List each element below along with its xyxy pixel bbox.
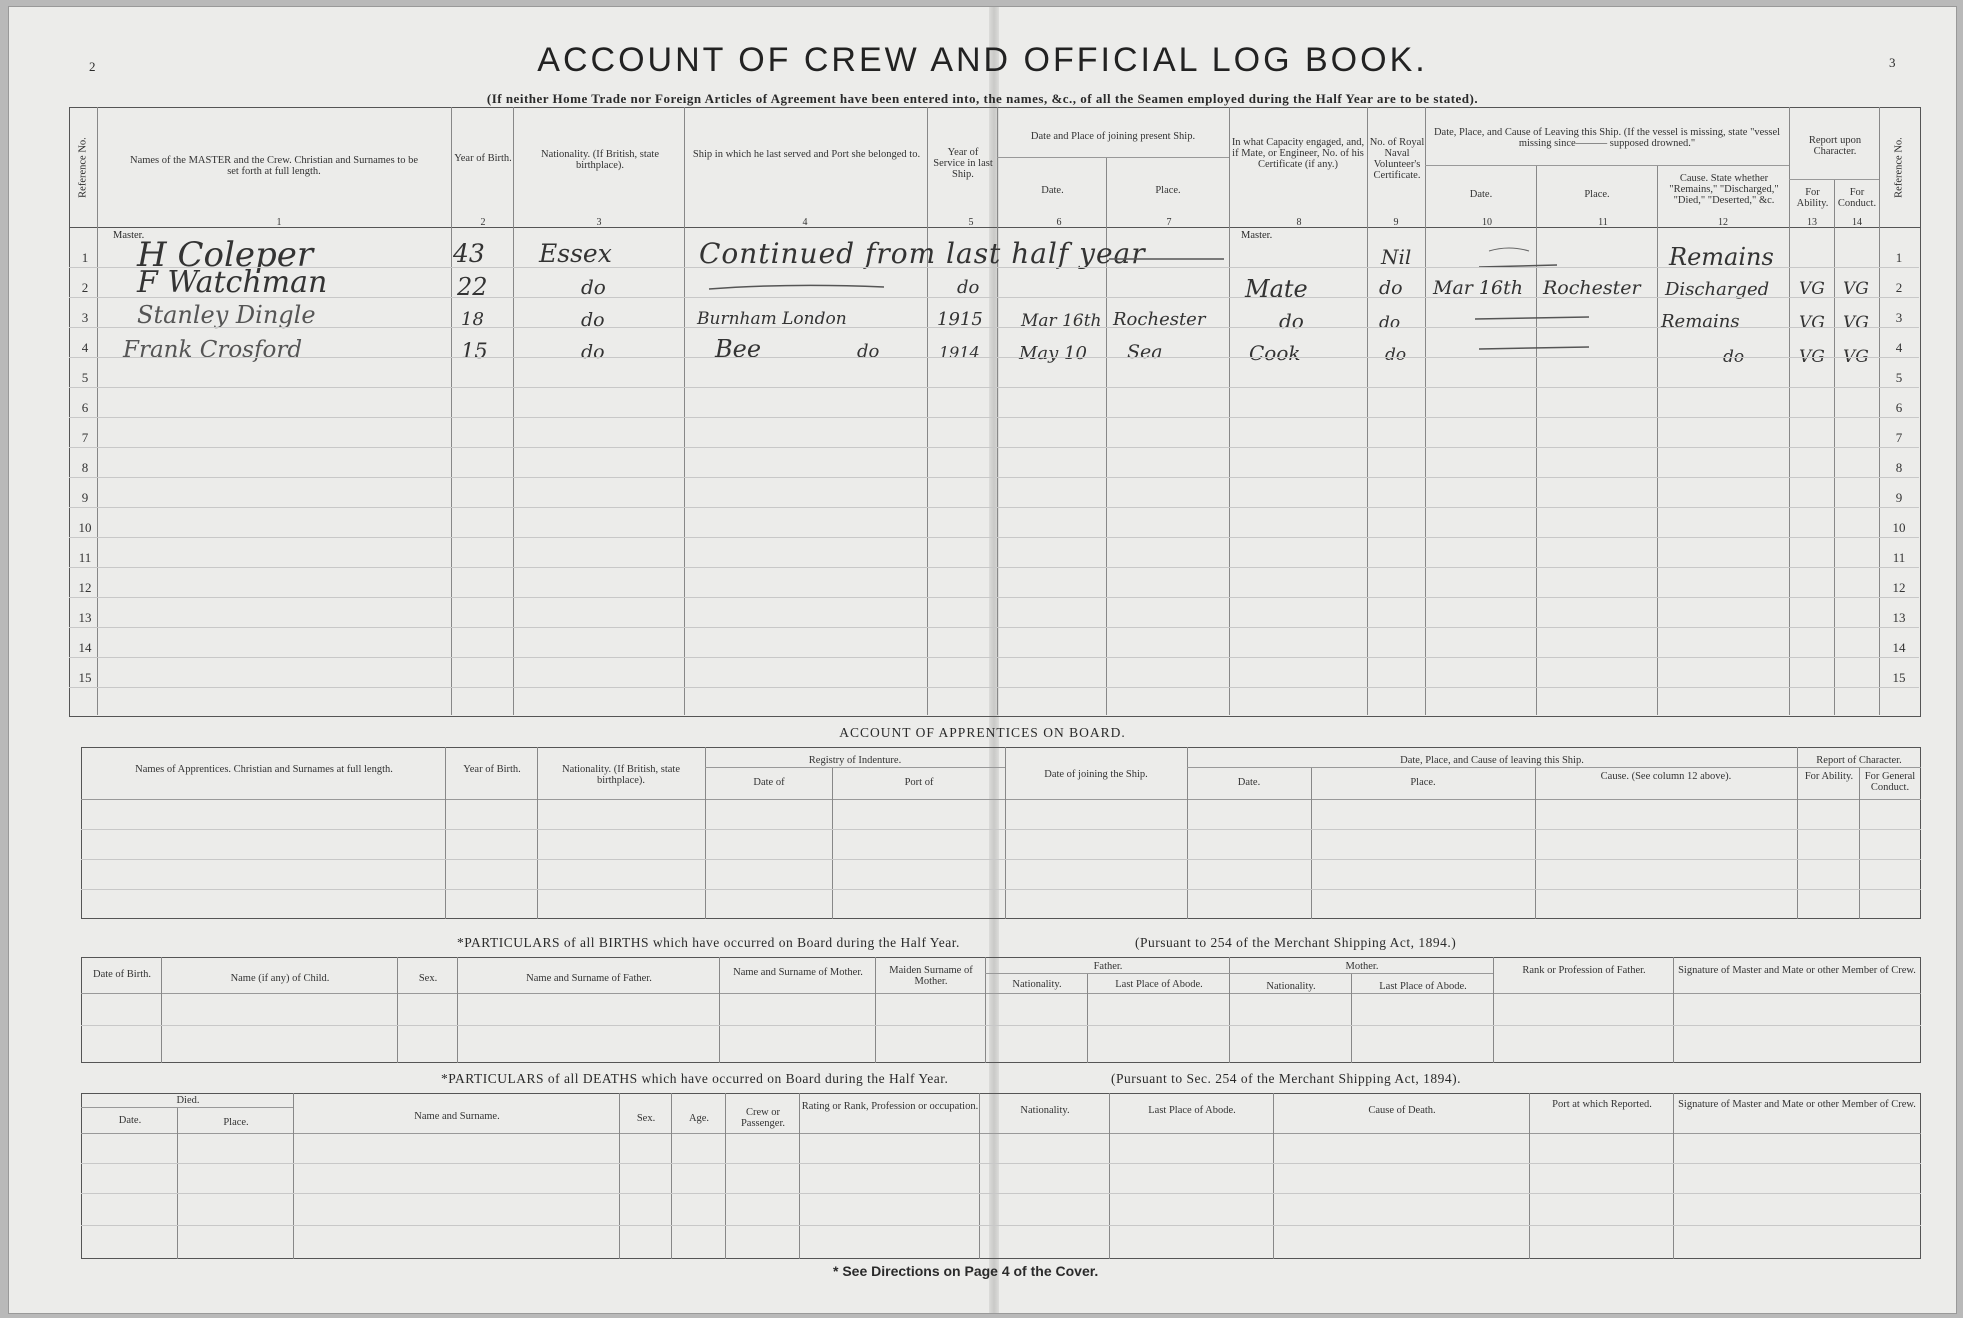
crew-header-leave-date: Date. xyxy=(1469,189,1493,200)
reference-number-right: 10 xyxy=(1892,520,1906,535)
reference-number-right: 12 xyxy=(1892,580,1906,595)
crew-capacity: Cook xyxy=(1249,341,1301,365)
crew-name: H Coleper xyxy=(137,235,314,275)
death-header-name: Name and Surname. xyxy=(414,1111,500,1122)
crew-join-date: Mar 16th xyxy=(1021,311,1102,331)
reference-number-left: 11 xyxy=(78,550,92,565)
col-number: 1 xyxy=(276,217,282,228)
crew-row-rule xyxy=(69,387,1919,388)
reference-number-left: 10 xyxy=(78,520,92,535)
crew-row-rule xyxy=(69,447,1919,448)
apprentice-header-year: Year of Birth. xyxy=(463,764,521,775)
crew-row-rule xyxy=(69,477,1919,478)
crew-header-capacity: In what Capacity engaged, and, if Mate, or Engineer, No. of his Certificate (if any.) xyxy=(1231,137,1365,170)
crew-row-rule xyxy=(69,687,1919,688)
crew-header-year: Year of Birth. xyxy=(454,153,512,164)
crew-join-place: Rochester xyxy=(1113,309,1206,330)
apprentice-header-cause: Cause. (See column 12 above). xyxy=(1600,771,1732,782)
crew-ability: VG xyxy=(1799,347,1825,367)
death-header-port: Port at which Reported. xyxy=(1552,1099,1652,1110)
crew-cause: Remains xyxy=(1661,311,1740,332)
reference-number-left: 9 xyxy=(81,490,89,505)
crew-row-rule xyxy=(69,357,1919,358)
reference-number-right: 9 xyxy=(1895,490,1903,505)
reference-number-left: 15 xyxy=(78,670,92,685)
crew-join-place: Sea xyxy=(1127,341,1163,363)
crew-conduct: VG xyxy=(1843,313,1869,333)
crew-ship-port: do xyxy=(857,341,880,362)
crew-service: 1915 xyxy=(937,309,983,330)
apprentice-header-port-of: Port of xyxy=(904,777,934,788)
reference-number-left: 7 xyxy=(81,430,89,445)
crew-header-report: Report upon Character. xyxy=(1808,135,1862,157)
death-header-rating: Rating or Rank, Profession or occupation. xyxy=(801,1101,979,1112)
birth-header-mother-abode: Last Place of Abode. xyxy=(1379,981,1467,992)
deaths-title: *PARTICULARS of all DEATHS which have occurred on Board during the Half Year. xyxy=(441,1071,949,1086)
crew-year: 18 xyxy=(461,309,484,330)
col-number: 9 xyxy=(1393,217,1399,228)
reference-number-left: 4 xyxy=(81,340,89,355)
births-pursuant: (Pursuant to 254 of the Merchant Shipping Act, 1894.) xyxy=(1135,935,1457,950)
birth-header-father-abode: Last Place of Abode. xyxy=(1115,979,1203,990)
birth-header-father-group: Father. xyxy=(1093,961,1123,972)
crew-header-cause: Cause. State whether "Remains," "Discharged," "Died," "Deserted," &c. xyxy=(1669,173,1779,206)
table-row-rule xyxy=(81,1163,1921,1164)
apprentice-header-general: For General Conduct. xyxy=(1864,771,1916,793)
crew-year: 43 xyxy=(453,239,485,268)
reference-number-left: 13 xyxy=(78,610,92,625)
table-row-rule xyxy=(81,859,1921,860)
death-header-nationality: Nationality. xyxy=(1020,1105,1070,1116)
reference-number-left: 3 xyxy=(81,310,89,325)
crew-header-ref-right: Reference No. xyxy=(1893,137,1905,198)
reference-number-right: 4 xyxy=(1895,340,1903,355)
death-header-crew: Crew or Passenger. xyxy=(740,1107,786,1129)
crew-row-rule xyxy=(69,627,1919,628)
crew-row-rule xyxy=(69,297,1919,298)
log-book-sheet xyxy=(8,6,1957,1314)
apprentice-header-leaving: Date, Place, and Cause of leaving this Ship. xyxy=(1400,755,1584,766)
left-page-number: 2 xyxy=(89,59,96,74)
crew-ship: Bee xyxy=(715,335,762,363)
reference-number-right: 13 xyxy=(1892,610,1906,625)
apprentice-header-date: Date. xyxy=(1237,777,1261,788)
crew-nationality: do xyxy=(581,275,606,299)
crew-header-rnv: No. of Royal Naval Volunteer's Certificate. xyxy=(1369,137,1425,181)
death-header-date: Date. xyxy=(118,1115,142,1126)
crew-ability: VG xyxy=(1799,279,1825,299)
death-header-signature: Signature of Master and Mate or other Member of Crew. xyxy=(1678,1099,1916,1110)
crew-name: Stanley Dingle xyxy=(137,301,316,329)
birth-header-father: Name and Surname of Father. xyxy=(526,973,652,984)
col-number: 8 xyxy=(1296,217,1302,228)
crew-header-name: Names of the MASTER and the Crew. Christian and Surnames to be set forth at full length. xyxy=(129,155,419,177)
birth-header-father-nationality: Nationality. xyxy=(1012,979,1062,990)
crew-header-join-date: Date. xyxy=(1041,185,1064,196)
reference-number-right: 14 xyxy=(1892,640,1906,655)
col-number: 6 xyxy=(1056,217,1062,228)
crew-capacity: do xyxy=(1279,309,1304,333)
birth-header-child: Name (if any) of Child. xyxy=(230,973,330,984)
crew-row-rule xyxy=(69,507,1919,508)
apprentices-title: ACCOUNT OF APPRENTICES ON BOARD. xyxy=(839,725,1126,740)
crew-cause: Remains xyxy=(1669,243,1774,271)
crew-nationality: do xyxy=(581,309,605,331)
crew-name: F Watchman xyxy=(137,265,328,300)
reference-number-left: 2 xyxy=(81,280,89,295)
col-number: 10 xyxy=(1482,217,1492,228)
crew-row-rule xyxy=(69,567,1919,568)
reference-number-right: 3 xyxy=(1895,310,1903,325)
death-header-sex: Sex. xyxy=(636,1113,656,1124)
col-number: 5 xyxy=(968,217,974,228)
death-header-age: Age. xyxy=(688,1113,710,1124)
crew-conduct: VG xyxy=(1843,347,1869,367)
crew-row-rule xyxy=(69,657,1919,658)
crew-join-date: May 10 xyxy=(1019,343,1087,364)
page-title: ACCOUNT OF CREW AND OFFICIAL LOG BOOK. xyxy=(537,41,1428,79)
apprentice-header-date-of: Date of xyxy=(753,777,785,788)
crew-header-ability: For Ability. xyxy=(1796,187,1829,209)
col-number: 4 xyxy=(802,217,808,228)
crew-year: 15 xyxy=(461,339,488,363)
reference-number-right: 7 xyxy=(1895,430,1903,445)
crew-row-rule xyxy=(69,417,1919,418)
master-label-capacity: Master. xyxy=(1241,230,1273,241)
apprentice-header-place: Place. xyxy=(1410,777,1436,788)
crew-header-joining: Date and Place of joining present Ship. xyxy=(1030,131,1196,142)
col-number: 13 xyxy=(1807,217,1817,228)
reference-number-right: 15 xyxy=(1892,670,1906,685)
death-header-abode: Last Place of Abode. xyxy=(1148,1105,1236,1116)
crew-rnv: Nil xyxy=(1381,245,1412,269)
birth-header-date: Date of Birth. xyxy=(92,969,152,980)
footer-note: * See Directions on Page 4 of the Cover. xyxy=(833,1263,1099,1279)
reference-number-right: 2 xyxy=(1895,280,1903,295)
crew-header-ship: Ship in which he last served and Port she belonged to. xyxy=(692,149,921,160)
birth-header-sex: Sex. xyxy=(418,973,438,984)
reference-number-right: 6 xyxy=(1895,400,1903,415)
crew-ship: Burnham London xyxy=(697,309,847,329)
crew-year: 22 xyxy=(457,273,488,301)
crew-ability: VG xyxy=(1799,313,1825,333)
crew-header-ref-left: Reference No. xyxy=(77,137,89,198)
table-row-rule xyxy=(81,1025,1921,1026)
birth-header-maiden: Maiden Surname of Mother. xyxy=(889,965,973,987)
crew-cause: do xyxy=(1723,347,1745,367)
death-header-died: Died. xyxy=(176,1095,200,1106)
reference-number-right: 1 xyxy=(1895,250,1903,265)
reference-number-right: 11 xyxy=(1892,550,1906,565)
reference-number-left: 8 xyxy=(81,460,89,475)
crew-cause: Discharged xyxy=(1665,279,1770,300)
crew-rnv: do xyxy=(1385,345,1407,365)
table-row-rule xyxy=(81,1193,1921,1194)
birth-header-mother-nationality: Nationality. xyxy=(1266,981,1316,992)
crew-ship: Continued from last half year xyxy=(699,237,1146,270)
col-number: 12 xyxy=(1718,217,1728,228)
page-subtitle: (If neither Home Trade nor Foreign Articles of Agreement have been entered into, the names, &c., of all the Seamen employed during the Half Year are to be stated). xyxy=(486,91,1479,106)
table-row-rule xyxy=(81,1225,1921,1226)
crew-row-rule xyxy=(69,537,1919,538)
master-label: Master. xyxy=(113,230,145,241)
crew-nationality: do xyxy=(581,341,605,363)
crew-row-rule xyxy=(69,267,1919,268)
apprentice-header-report: Report of Character. xyxy=(1816,755,1902,766)
crew-rnv: do xyxy=(1379,313,1401,333)
crew-header-leave-place: Place. xyxy=(1584,189,1610,200)
birth-header-mother: Name and Surname of Mother. xyxy=(733,967,863,978)
table-row-rule xyxy=(81,829,1921,830)
birth-header-signature: Signature of Master and Mate or other Member of Crew. xyxy=(1678,965,1916,976)
crew-capacity: Mate xyxy=(1245,275,1308,303)
apprentice-header-joining: Date of joining the Ship. xyxy=(1044,769,1148,780)
apprentice-header-ability: For Ability. xyxy=(1804,771,1854,782)
death-header-place: Place. xyxy=(223,1117,249,1128)
reference-number-left: 14 xyxy=(78,640,92,655)
crew-rnv: do xyxy=(1379,277,1403,299)
col-number: 3 xyxy=(596,217,602,228)
crew-leave-date: Mar 16th xyxy=(1433,277,1523,299)
death-header-cause: Cause of Death. xyxy=(1368,1105,1436,1116)
crew-ship: do xyxy=(957,277,980,298)
col-number: 14 xyxy=(1852,217,1862,228)
crew-conduct: VG xyxy=(1843,279,1869,299)
crew-header-nationality: Nationality. (If British, state birthplace). xyxy=(540,149,659,171)
reference-number-left: 5 xyxy=(81,370,89,385)
crew-row-rule xyxy=(69,597,1919,598)
reference-number-left: 12 xyxy=(78,580,92,595)
birth-header-rank: Rank or Profession of Father. xyxy=(1522,965,1646,976)
reference-number-left: 1 xyxy=(81,250,89,265)
apprentice-header-name: Names of Apprentices. Christian and Surnames at full length. xyxy=(135,764,393,775)
crew-header-join-place: Place. xyxy=(1155,185,1181,196)
crew-service: 1914 xyxy=(939,343,980,362)
right-page-number: 3 xyxy=(1889,55,1896,70)
birth-header-mother-group: Mother. xyxy=(1345,961,1379,972)
crew-header-conduct: For Conduct. xyxy=(1837,187,1877,209)
crew-row-rule xyxy=(69,327,1919,328)
apprentice-header-nationality: Nationality. (If British, state birthplace). xyxy=(561,764,680,786)
col-number: 11 xyxy=(1598,217,1608,228)
crew-header-leaving: Date, Place, and Cause of Leaving this Ship. (If the vessel is missing, state "vessel missing since——— supposed drowned." xyxy=(1433,127,1781,149)
crew-nationality: Essex xyxy=(539,239,612,268)
col-number: 2 xyxy=(480,217,486,228)
crew-leave-place: Rochester xyxy=(1543,277,1641,299)
deaths-pursuant: (Pursuant to Sec. 254 of the Merchant Shipping Act, 1894). xyxy=(1111,1071,1461,1086)
col-number: 7 xyxy=(1166,217,1172,228)
births-title: *PARTICULARS of all BIRTHS which have occurred on Board during the Half Year. xyxy=(457,935,960,950)
reference-number-right: 8 xyxy=(1895,460,1903,475)
crew-header-service: Year of Service in last Ship. xyxy=(933,147,993,180)
handwritten-dashes xyxy=(9,7,1956,407)
reference-number-left: 6 xyxy=(81,400,89,415)
reference-number-right: 5 xyxy=(1895,370,1903,385)
table-row-rule xyxy=(81,889,1921,890)
crew-name: Frank Crosford xyxy=(123,337,303,363)
apprentice-header-registry: Registry of Indenture. xyxy=(808,755,902,766)
